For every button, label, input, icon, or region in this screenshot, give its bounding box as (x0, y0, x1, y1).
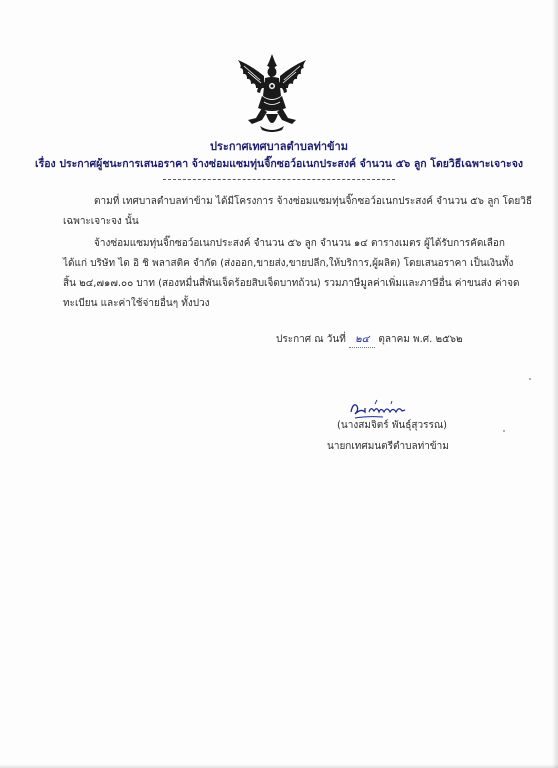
divider-line (163, 179, 395, 180)
paragraph-1-line-1: ตามที่ เทศบาลตำบลท่าข้าม ได้มีโครงการ จ้างซ่อมแซมทุ่นจิ๊กซอว์อเนกประสงค์ จำนวน ๕๖ ลูก โดยวิธี (94, 196, 532, 207)
paragraph-2-line-2: ได้แก่ บริษัท ได อิ ชิ พลาสติค จำกัด (ส่งออก,ขายส่ง,ขายปลีก,ให้บริการ,ผู้ผลิต) โดยเสนอราคา เป็นเงินทั้ง (63, 258, 514, 269)
paragraph-2-line-4: ทะเบียน และค่าใช้จ่ายอื่นๆ ทั้งปวง (63, 298, 210, 309)
scan-speck (529, 378, 531, 380)
signer-name: (นางสมจิตร์ พันธุ์สุวรรณ) (337, 420, 448, 431)
document-subject: เรื่อง ประกาศผู้ชนะการเสนอราคา จ้างซ่อมแซมทุ่นจิ๊กซอว์อเนกประสงค์ จำนวน ๕๖ ลูก โดยวิธีเฉพาะเจาะจง (35, 158, 523, 170)
paragraph-2-line-3: สิ้น ๒๔,๗๑๗.๐๐ บาท (สองหมื่นสี่พันเจ็ดร้อยสิบเจ็ดบาทถ้วน) รวมภาษีมูลค่าเพิ่มและภาษีอื่น ค่าขนส่ง ค่าจด (63, 278, 520, 289)
announcement-month-year: ตุลาคม พ.ศ. ๒๕๖๒ (378, 334, 463, 345)
paragraph-1-line-2: เฉพาะเจาะจง นั้น (63, 216, 139, 227)
announcement-date (276, 332, 463, 348)
scan-edge-shadow-bottom (0, 764, 558, 768)
signer-position: นายกเทศมนตรีตำบลท่าข้าม (327, 441, 449, 452)
announcement-prefix: ประกาศ ณ วันที่ (276, 334, 346, 345)
announcement-day: ๒๔ (349, 332, 375, 348)
garuda-emblem-icon (234, 52, 310, 134)
scan-speck (503, 430, 505, 432)
scan-edge-shadow (552, 0, 558, 768)
paragraph-2-line-1: จ้างซ่อมแซมทุ่นจิ๊กซอว์อเนกประสงค์ จำนวน ๕๖ ลูก จำนวน ๑๔ ตารางเมตร ผู้ได้รับการคัดเลือก (94, 238, 505, 249)
document-title: ประกาศเทศบาลตำบลท่าข้าม (210, 140, 348, 153)
